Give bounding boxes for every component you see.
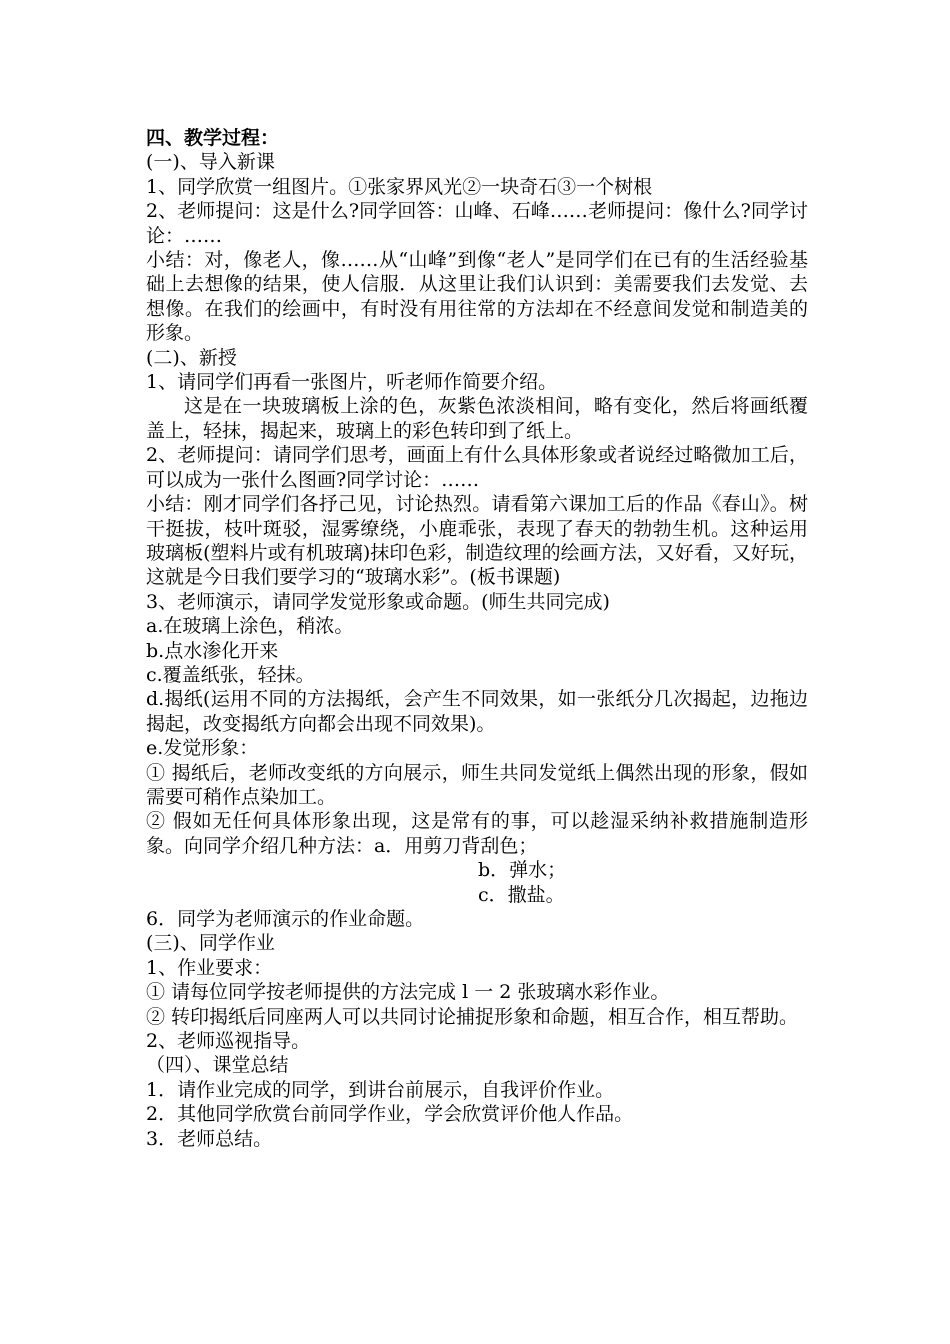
step-item: c.覆盖纸张，轻抹。 [146, 663, 315, 686]
paragraph: 1、作业要求： [146, 956, 273, 979]
subsection-heading-summary: （四）、课堂总结 [146, 1054, 289, 1077]
numbered-note: ① 揭纸后，老师改变纸的方向展示，师生共同发觉纸上偶然出现的形象，假如需要可稍作点染加工。 [146, 761, 808, 808]
step-item: e.发觉形象： [146, 737, 259, 760]
step-item: d.揭纸(运用不同的方法揭纸，会产生不同效果，如一张纸分几次揭起，边拖边揭起，改变揭纸方向都会出现不同效果)。 [146, 688, 808, 735]
numbered-note: ② 假如无任何具体形象出现，这是常有的事，可以趁湿采纳补救措施制造形象。向同学介绍几种方法：a．用剪刀背刮色； [146, 810, 808, 857]
step-item: b.点水渗化开来 [146, 639, 279, 662]
paragraph: 这是在一块玻璃板上涂的色，灰紫色浓淡相间，略有变化，然后将画纸覆盖上，轻抹，揭起来，玻璃上的彩色转印到了纸上。 [146, 395, 808, 442]
paragraph: 2、老师巡视指导。 [146, 1030, 311, 1053]
paragraph: 2．其他同学欣赏台前同学作业，学会欣赏评价他人作品。 [146, 1103, 634, 1126]
paragraph: 1、同学欣赏一组图片。①张家界风光②一块奇石③一个树根 [146, 175, 653, 198]
method-item: b．弹水； [478, 859, 567, 882]
numbered-note: ② 转印揭纸后同座两人可以共同讨论捕捉形象和命题，相互合作，相互帮助。 [146, 1005, 799, 1028]
summary-paragraph: 小结：刚才同学们各抒己见，讨论热烈。请看第六课加工后的作品《春山》。树干挺拔，枝叶斑驳，湿雾缭绕，小鹿乖张，表现了春天的勃勃生机。这种运用玻璃板(塑料片或有机玻璃)抹印色彩，制造纹理的绘画方法，又好看，又好玩，这就是今日我们要学习的“玻璃水彩”。(板书课题) [146, 493, 808, 589]
summary-paragraph: 小结：对，像老人，像……从“山峰”到像“老人”是同学们在已有的生活经验基础上去想像的结果，使人信服．从这里让我们认识到：美需要我们去发觉、去想像。在我们的绘画中，有时没有用往常的方法却在不经意间发觉和制造美的形象。 [146, 249, 808, 345]
section-heading: 四、教学过程： [146, 127, 280, 149]
paragraph: 6．同学为老师演示的作业命题。 [146, 908, 425, 930]
paragraph: 3．老师总结。 [146, 1127, 273, 1150]
numbered-note: ① 请每位同学按老师提供的方法完成 l 一 2 张玻璃水彩作业。 [146, 981, 670, 1004]
subsection-heading-intro: (一)、导入新课 [146, 151, 275, 174]
paragraph: 1、请同学们再看一张图片，听老师作简要介绍。 [146, 371, 558, 394]
subsection-heading-homework: (三)、同学作业 [146, 932, 275, 955]
step-item: a.在玻璃上涂色，稍浓。 [146, 615, 354, 638]
paragraph: 2、老师提问：请同学们思考，画面上有什么具体形象或者说经过略微加工后，可以成为一张什么图画?同学讨论：…… [146, 444, 808, 491]
subsection-heading-new: (二)、新授 [146, 346, 237, 369]
paragraph: 2、老师提问：这是什么?同学回答：山峰、石峰……老师提问：像什么?同学讨论：…… [146, 200, 808, 247]
paragraph: 3、老师演示，请同学发觉形象或命题。(师生共同完成) [146, 590, 610, 613]
method-item: c．撒盐。 [478, 883, 565, 906]
document-body [146, 126, 808, 1151]
paragraph: 1．请作业完成的同学，到讲台前展示，自我评价作业。 [146, 1078, 615, 1101]
